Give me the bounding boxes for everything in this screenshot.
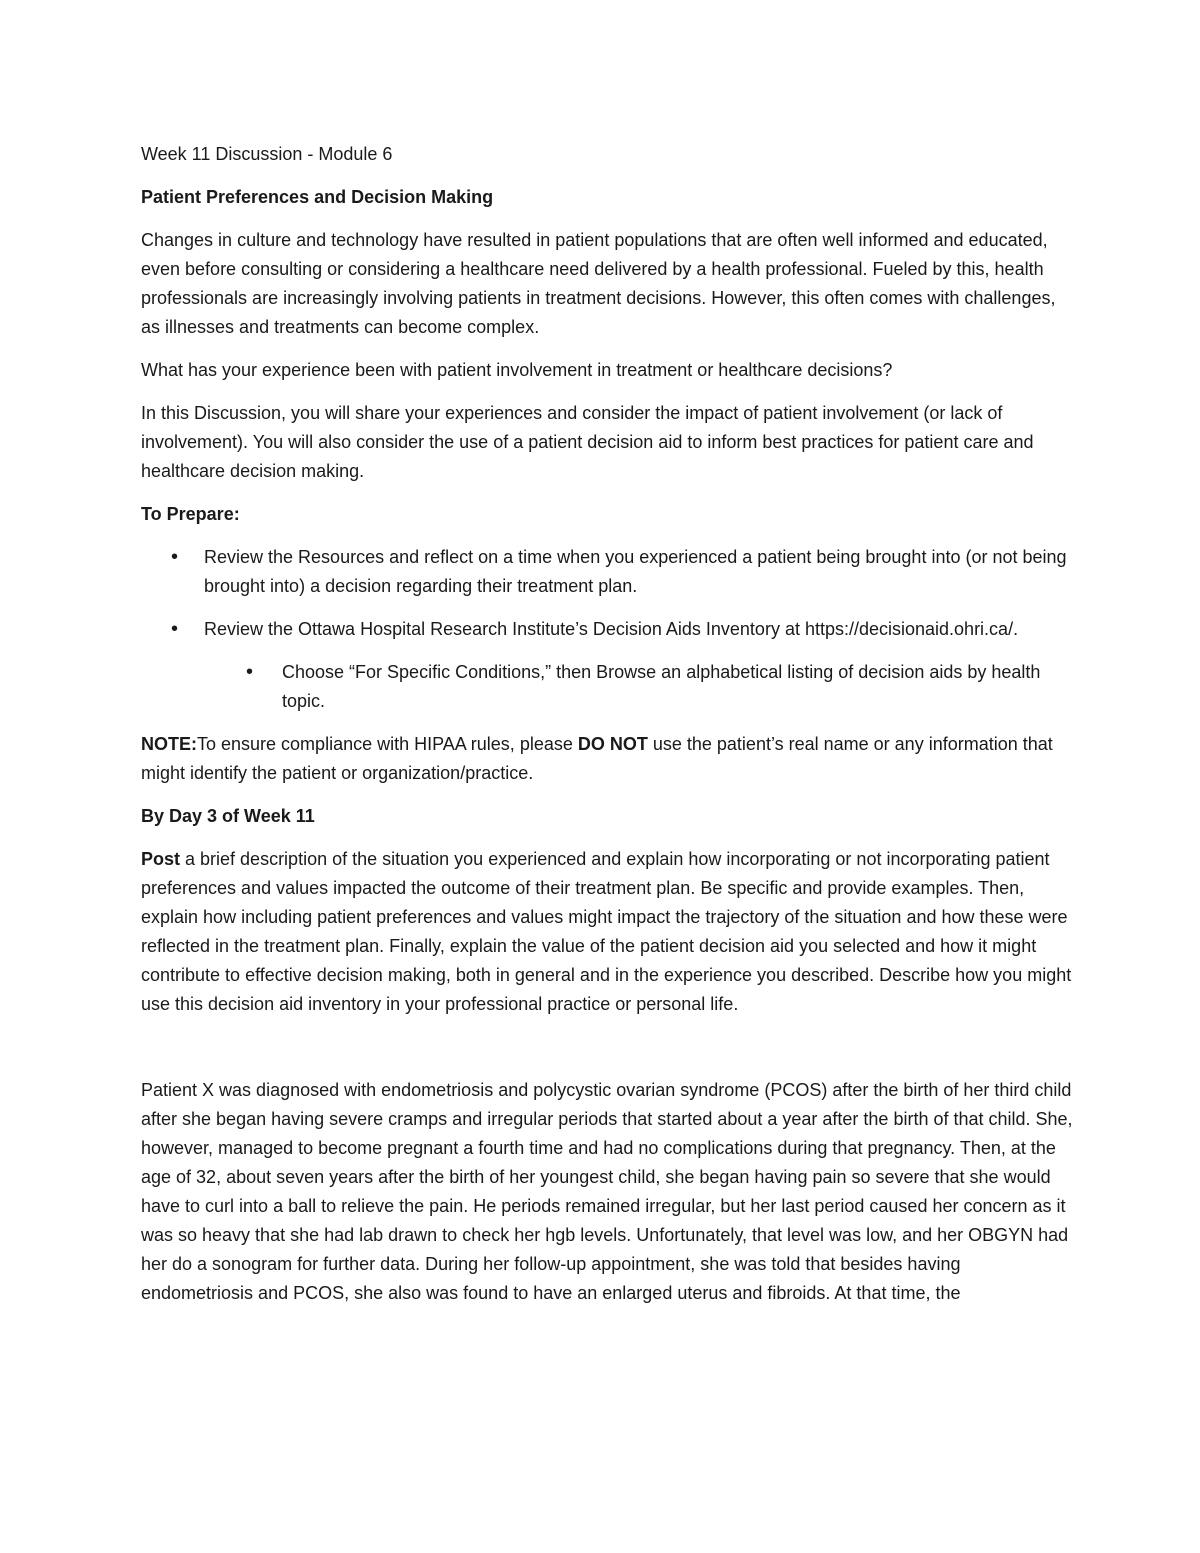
intro-paragraph: Changes in culture and technology have resulted in patient populations that are often well informed and educated, even before consulting or considering a healthcare need delivered by a health professional. Fueled by this, health professionals are increasingly involving patients in treatment decisions. However, this often comes with challenges, as illnesses and treatments can become complex. bbox=[141, 230, 1056, 337]
note-text-2: use the patient’s real name or any information that might identify the patient or organization/practice. bbox=[141, 734, 1053, 783]
prepare-heading: To Prepare: bbox=[141, 504, 240, 524]
spacer bbox=[141, 1033, 1076, 1076]
post-paragraph bbox=[141, 845, 1076, 1019]
document-subheading: Patient Preferences and Decision Making bbox=[141, 187, 494, 207]
note-label: NOTE: bbox=[141, 734, 197, 754]
document-heading: Week 11 Discussion - Module 6 bbox=[141, 144, 393, 164]
prepare-sublist bbox=[141, 658, 1076, 716]
case-paragraph: Patient X was diagnosed with endometriosis and polycystic ovarian syndrome (PCOS) after the birth of her third child after she began having severe cramps and irregular periods that started about a year after the birth of that child. She, however, managed to become pregnant a fourth time and had no complications during that pregnancy. Then, at the age of 32, about seven years after the birth of her youngest child, she began having pain so severe that she would have to curl into a ball to relieve the pain. He periods remained irregular, but her last period caused her concern as it was so heavy that she had lab drawn to check her hgb levels. Unfortunately, that level was low, and her OBGYN had her do a sonogram for further data. During her follow-up appointment, she was told that besides having endometriosis and PCOS, she also was found to have an enlarged uterus and fibroids. At that time, the bbox=[141, 1080, 1073, 1303]
prepare-item: • Review the Resources and reflect on a time when you experienced a patient being brought into (or not being brought into) a decision regarding their treatment plan. bbox=[141, 543, 1076, 601]
note-paragraph bbox=[141, 730, 1076, 788]
prepare-list bbox=[141, 543, 1076, 644]
prepare-subitem: • Choose “For Specific Conditions,” then Browse an alphabetical listing of decision aids by health topic. bbox=[141, 658, 1076, 716]
document-page bbox=[141, 140, 1076, 1322]
note-text-1: To ensure compliance with HIPAA rules, please bbox=[197, 734, 578, 754]
post-text: a brief description of the situation you experienced and explain how incorporating or not incorporating patient preferences and values impacted the outcome of their treatment plan. Be specific and provide examples. Then, explain how including patient preferences and values might impact the trajectory of the situation and how these were reflected in the treatment plan. Finally, explain the value of the patient decision aid you selected and how it might contribute to effective decision making, both in general and in the experience you described. Describe how you might use this decision aid inventory in your professional practice or personal life. bbox=[141, 849, 1072, 1014]
post-label: Post bbox=[141, 849, 181, 869]
discussion-paragraph: In this Discussion, you will share your experiences and consider the impact of patient involvement (or lack of involvement). You will also consider the use of a patient decision aid to inform best practices for patient care and healthcare decision making. bbox=[141, 403, 1034, 481]
note-emphasis: DO NOT bbox=[577, 734, 648, 754]
prepare-item: • Review the Ottawa Hospital Research Institute’s Decision Aids Inventory at https://decisionaid.ohri.ca/. bbox=[141, 615, 1076, 644]
question-paragraph: What has your experience been with patient involvement in treatment or healthcare decisions? bbox=[141, 360, 893, 380]
day-heading: By Day 3 of Week 11 bbox=[141, 806, 315, 826]
